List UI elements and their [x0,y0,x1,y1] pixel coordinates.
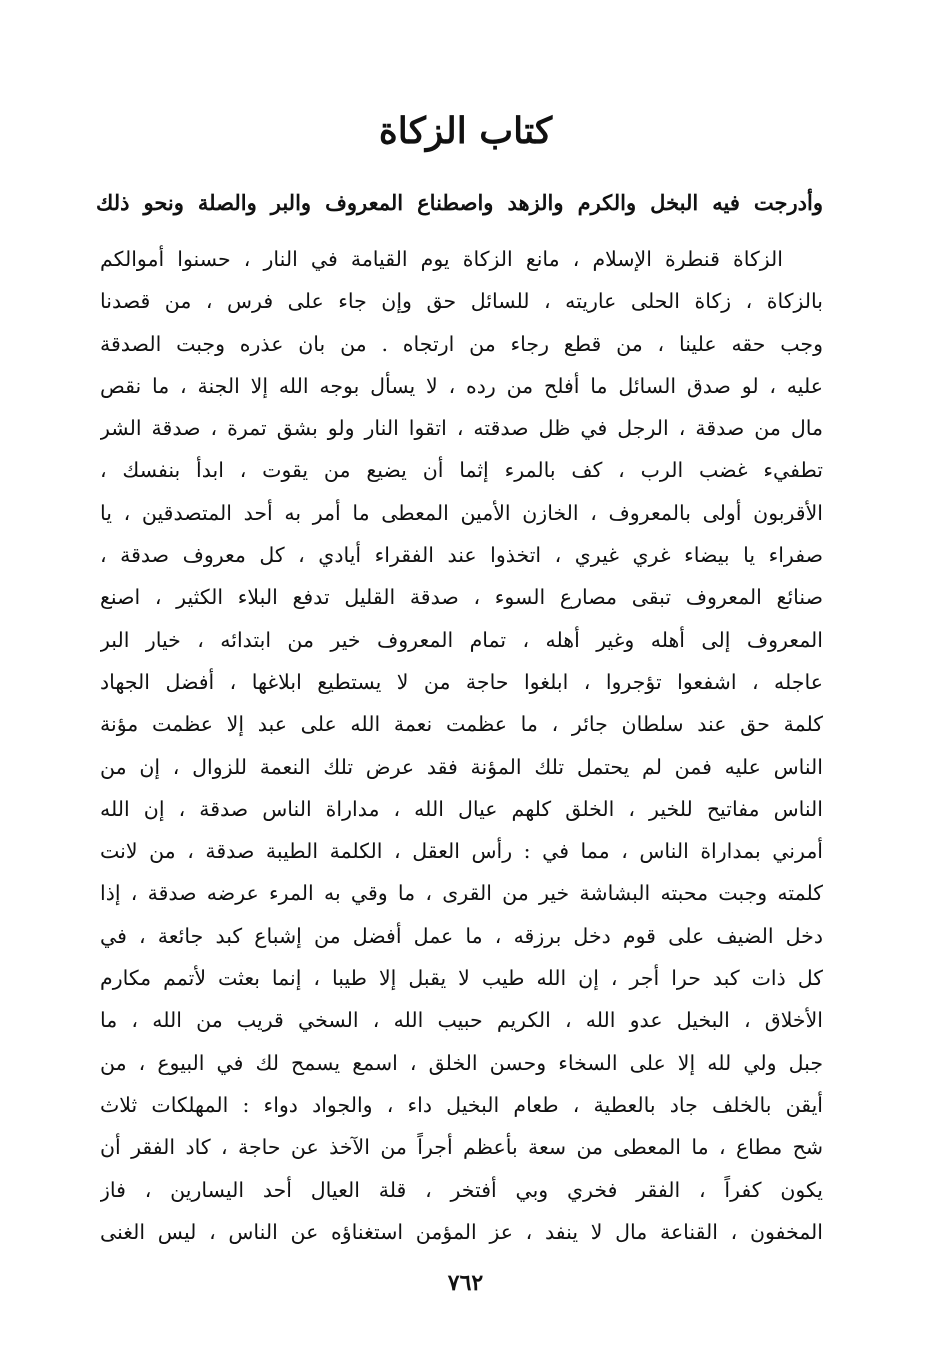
text-line: جبل ولي لله إلا على السخاء وحسن الخلق ، اسمع يسمح لك في البيوع ، من [100,1050,823,1075]
text-line: مال من صدقة ، الرجل في ظل صدقته ، اتقوا النار ولو بشق تمرة ، صدقة الشر [100,416,823,441]
text-line: المخفون ، القناعة مال لا ينفد ، عز المؤمن استغناؤه عن الناس ، ليس الغنى [100,1219,823,1244]
text-line: كل ذات كبد حرا أجر ، إن الله طيب لا يقبل إلا طيبا ، إنما بعثت لأتمم مكارم [100,966,823,991]
text-line: أيقن بالخلف جاد بالعطية ، طعام البخيل داء ، والجواد دواء : المهلكات ثلاث [100,1092,823,1117]
text-line: الزكاة قنطرة الإسلام ، مانع الزكاة يوم القيامة في النار ، حسنوا أموالكم [100,247,783,271]
page-number: ٧٦٢ [447,1270,484,1296]
text-line: يكون كفراً ، الفقر فخري وبي أفتخر ، قلة العيال أحد اليسارين ، فاز [100,1177,823,1202]
text-line: عليه ، لو صدق السائل ما أفلح من رده ، لا يسأل بوجه الله إلا الجنة ، ما نقص [100,373,823,398]
text-line: الناس مفاتيح للخير ، الخلق كلهم عيال الله ، مداراة الناس صدقة ، إن الله [100,796,823,821]
chapter-title: كتاب الزكاة [378,110,553,152]
text-line: الأقربون أولى بالمعروف ، الخازن الأمين المعطى ما أمر به أحد المتصدقين ، يا [100,500,823,525]
text-line: صنائع المعروف تبقى مصارع السوء ، صدقة القليل تدفع البلاء الكثير ، اصنع [100,585,823,610]
text-line: دخل الضيف على قوم دخل برزقه ، ما عمل أفضل من إشباع كبد جائعة ، في [100,923,823,948]
text-line: المعروف إلى أهله وغير أهله ، تمام المعروف خير من ابتدائه ، خيار البر [100,627,823,652]
text-line: أمرني بمداراة الناس ، مما في : رأس العقل ، الكلمة الطيبة صدقة ، من لانت [100,839,823,864]
chapter-subtitle: وأدرجت فيه البخل والكرم والزهد واصطناع المعروف والبر والصلة ونحو ذلك [96,190,823,215]
text-line: كلمة حق عند سلطان جائر ، ما عظمت نعمة الله على عبد إلا عظمت مؤنة [100,712,823,737]
text-line: كلمته وجبت محبته البشاشة خير من القرى ، ما وقي به المرء عرضه صدقة ، إذا [100,881,823,906]
text-line: وجب حقه علينا ، من قطع رجاء من ارتجاه . من بان عذره وجبت الصدقة [100,331,823,356]
text-line: الأخلاق ، البخيل عدو الله ، الكريم حبيب الله ، السخي قريب من الله ، ما [100,1008,823,1033]
text-line: عاجله ، اشفعوا تؤجروا ، ابلغوا حاجة من لا يستطيع ابلاغها ، أفضل الجهاد [100,669,823,694]
body-text [100,238,823,1253]
text-line: صفراء يا بيضاء غري غيري ، اتخذوا عند الفقراء أيادي ، كل معروف صدقة ، [100,543,823,568]
text-line: الناس عليه فمن لم يحتمل تلك المؤنة فقد عرض تلك النعمة للزوال ، إن من [100,754,823,779]
text-line: شح مطاع ، ما المعطى من سعة بأعظم أجراً من الآخذ عن حاجة ، كاد الفقر أن [100,1135,823,1160]
text-line: تطفيء غضب الرب ، كف بالمرء إثما أن يضيع من يقوت ، ابدأ بنفسك ، [100,458,823,483]
text-line: بالزكاة ، زكاة الحلى عاريته ، للسائل حق وإن جاء على فرس ، من قصدنا [100,289,823,314]
